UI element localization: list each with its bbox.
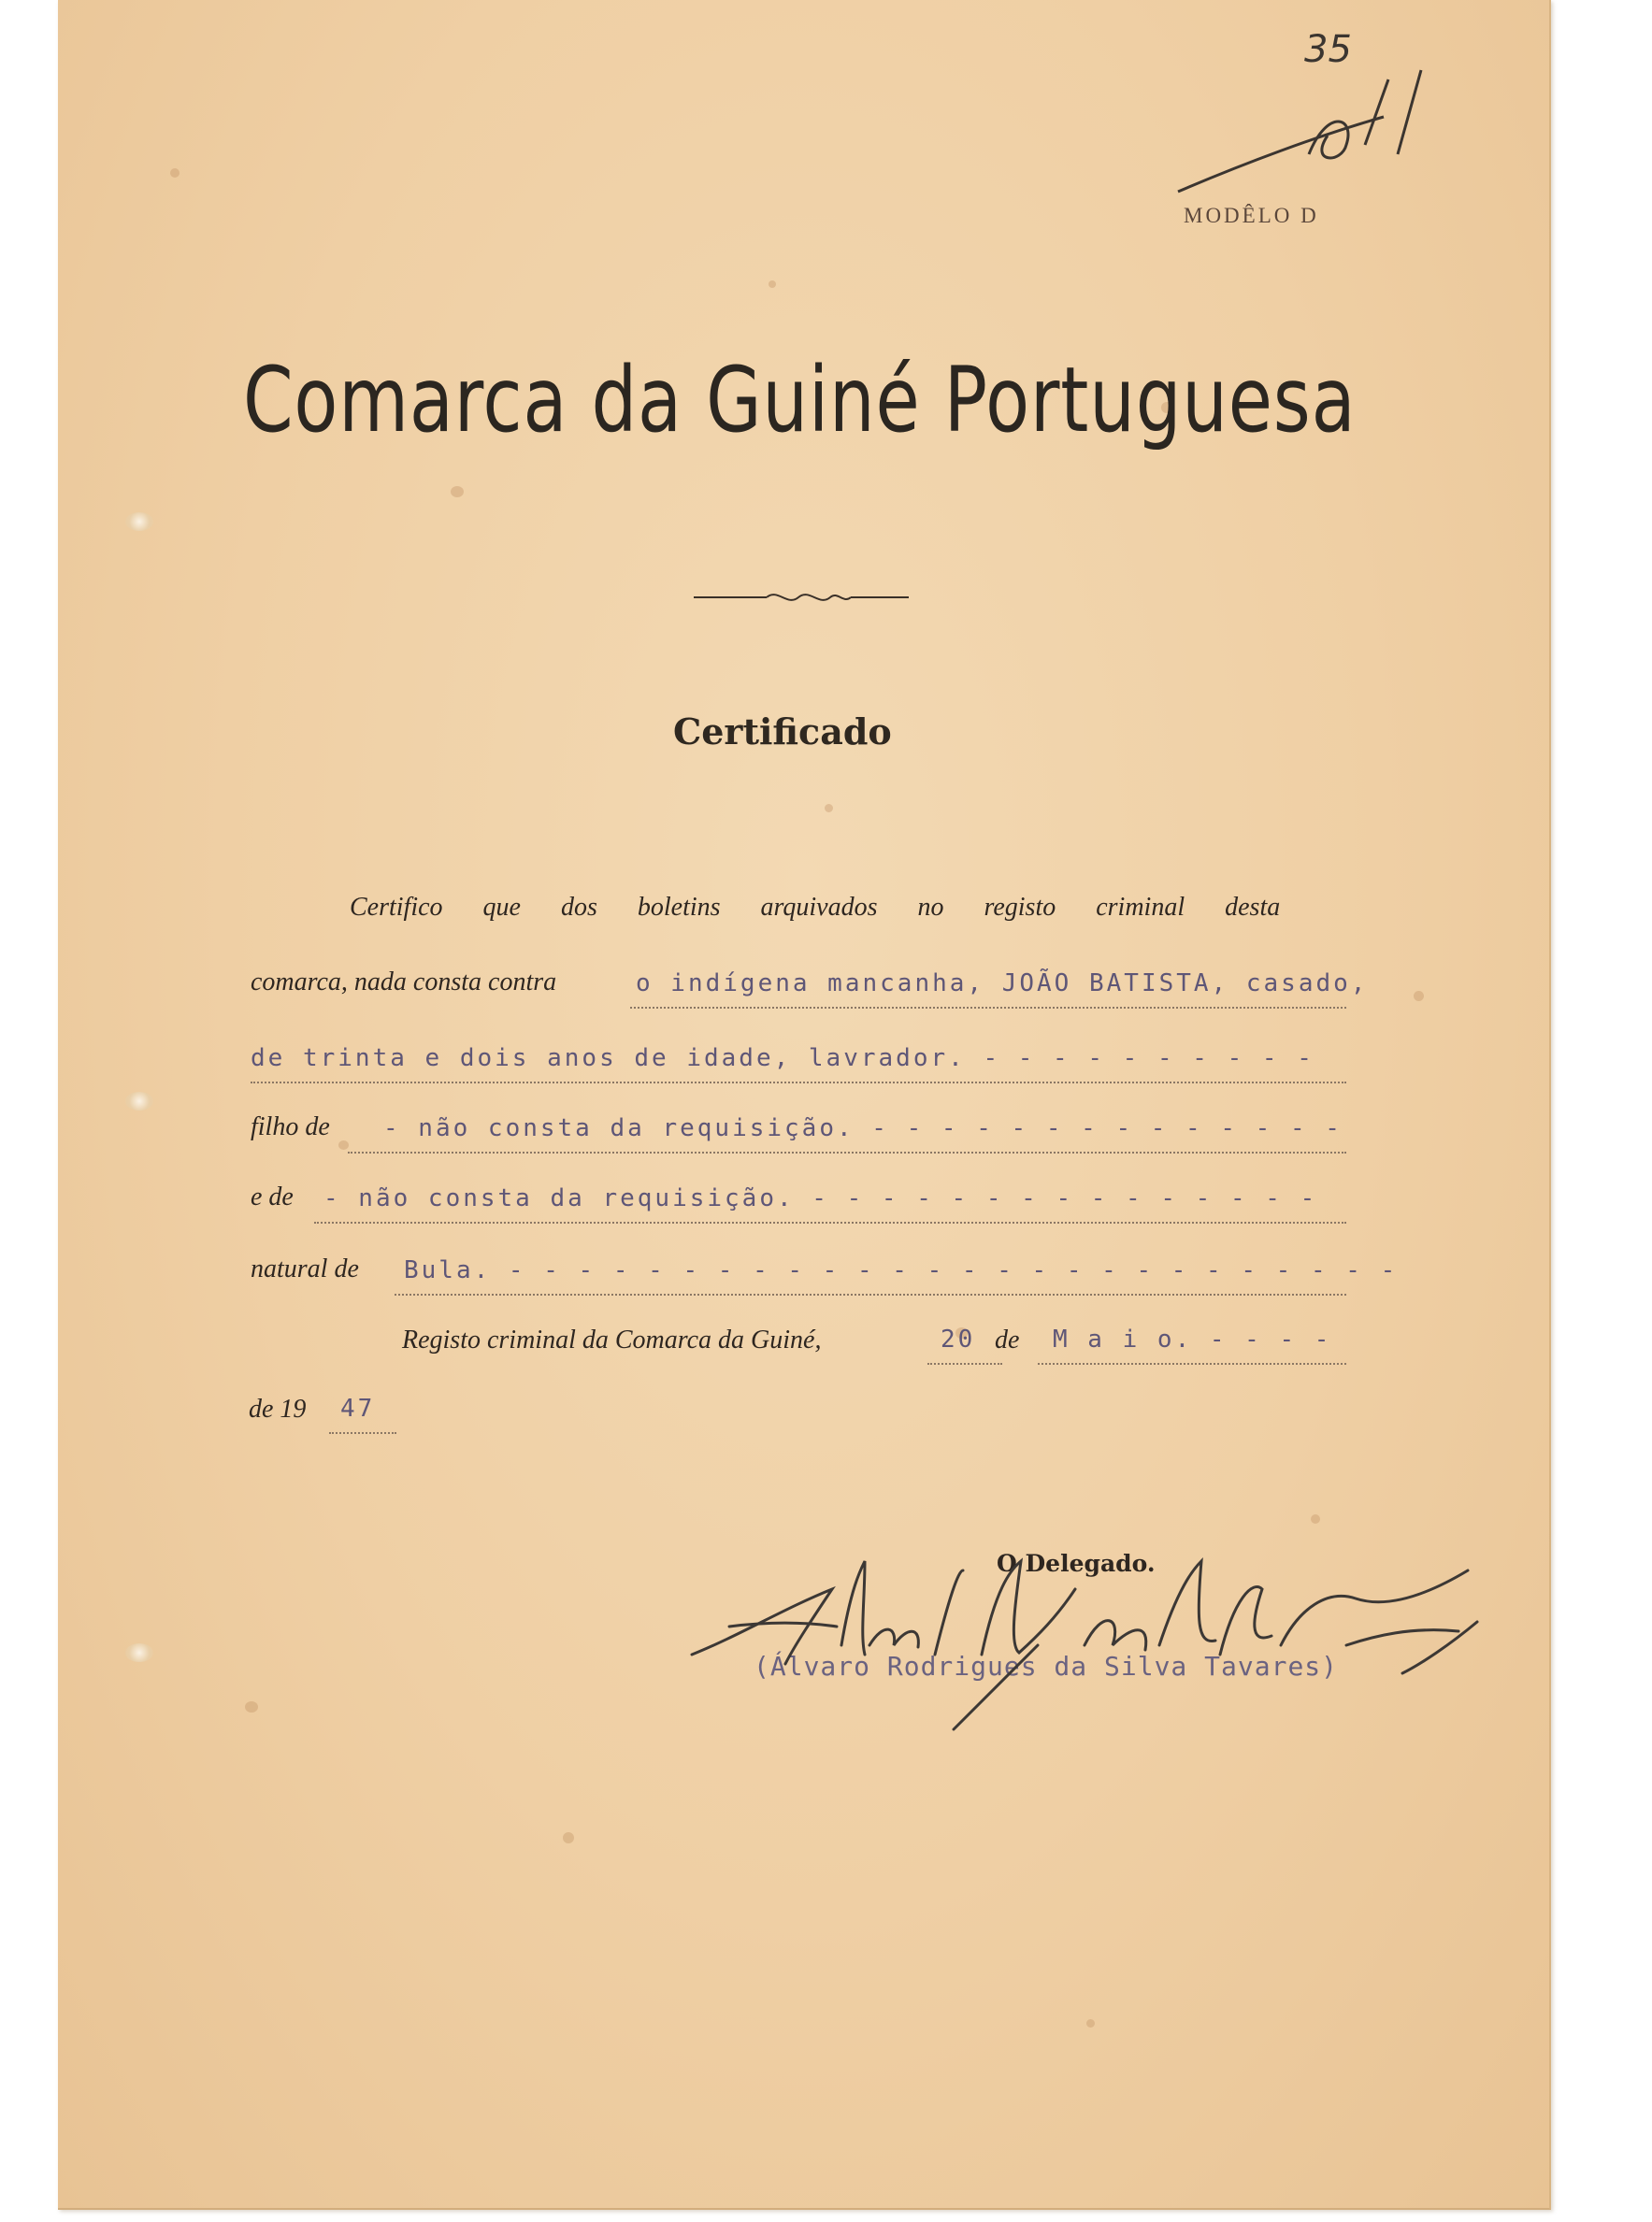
mother-line — [245, 1183, 1358, 1239]
birthplace-line — [245, 1254, 1399, 1311]
date-line — [245, 1326, 1358, 1382]
dotted-line — [927, 1363, 1002, 1365]
punch-hole — [125, 1092, 153, 1111]
paragraph-line-2 — [245, 968, 1369, 1024]
father-line — [245, 1112, 1358, 1168]
year-line — [245, 1395, 1358, 1451]
year-suffix: 47 — [340, 1395, 376, 1423]
date-day: 20 — [941, 1326, 976, 1354]
age-occupation-typed: de trinta e dois anos de idade, lavrador. - - - - - - - - - - — [251, 1044, 1314, 1072]
paragraph-line-1 — [245, 893, 1358, 949]
dotted-line — [314, 1222, 1346, 1224]
year-prefix: de 19 — [249, 1395, 307, 1424]
date-de: de — [995, 1326, 1020, 1355]
dotted-line — [329, 1432, 396, 1434]
dotted-line — [395, 1294, 1346, 1296]
filho-label: filho de — [251, 1112, 330, 1141]
document-subheading: Certificado — [673, 710, 892, 753]
model-label: MODÊLO D — [1184, 204, 1319, 227]
document-paper — [58, 0, 1551, 2210]
date-prefix: Registo criminal da Comarca da Guiné, — [402, 1326, 822, 1355]
handwritten-signature — [673, 1533, 1515, 1757]
father-typed: - não consta da requisição. - - - - - - - - - - - - - - — [383, 1114, 1343, 1142]
mae-label: e de — [251, 1183, 294, 1211]
delegate-title: O Delegado. — [997, 1550, 1156, 1577]
natural-label: natural de — [251, 1254, 359, 1283]
ornament-divider — [694, 583, 909, 611]
dotted-line — [630, 1007, 1346, 1009]
delegate-typed-name: (Álvaro Rodrigues da Silva Tavares) — [754, 1651, 1339, 1682]
document-heading: Comarca da Guiné Portuguesa — [243, 348, 1357, 452]
punch-hole — [125, 1643, 153, 1662]
page-number: 35 — [1304, 28, 1352, 71]
comarca-text: comarca, nada consta contra — [251, 968, 557, 996]
dotted-line — [1038, 1363, 1346, 1365]
page-number-strike-mark — [1169, 51, 1449, 201]
mother-typed: - não consta da requisição. - - - - - - - - - - - - - - - — [323, 1184, 1318, 1212]
paragraph-line-3 — [245, 1042, 1358, 1098]
birthplace-typed: Bula. - - - - - - - - - - - - - - - - - - - - - - - - - - — [404, 1256, 1399, 1284]
certifico-text: Certifico que dos boletins arquivados no registo criminal desta — [350, 893, 1281, 922]
dotted-line — [251, 1082, 1346, 1083]
dotted-line — [348, 1152, 1346, 1154]
date-month: M a i o. - - - - — [1053, 1326, 1332, 1354]
individual-typed: o indígena mancanha, JOÃO BATISTA, casado, — [636, 969, 1369, 997]
punch-hole — [125, 512, 153, 531]
